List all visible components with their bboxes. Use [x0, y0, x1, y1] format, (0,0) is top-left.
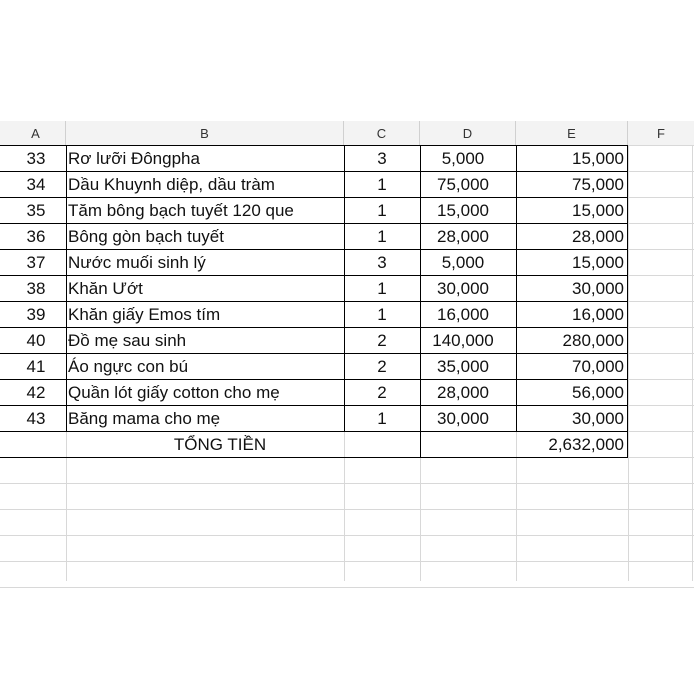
item-name-cell[interactable]: Khăn giấy Emos tím — [68, 305, 221, 324]
gridline-horizontal — [0, 535, 694, 536]
total-label-cell[interactable]: TỔNG TIỀN — [173, 435, 267, 454]
cell-border — [0, 353, 628, 354]
item-name-cell[interactable]: Băng mama cho mẹ — [68, 409, 221, 428]
row-number-cell[interactable]: 39 — [26, 305, 46, 324]
table-row — [0, 197, 694, 223]
amount-cell[interactable]: 30,000 — [572, 409, 624, 428]
row-number-cell[interactable]: 33 — [26, 149, 46, 168]
cell-border — [0, 249, 628, 250]
cell-border — [420, 145, 421, 431]
unit-price-cell[interactable]: 35,000 — [437, 357, 489, 376]
cell-border — [0, 405, 628, 406]
cell-border — [0, 145, 628, 146]
row-number-cell[interactable]: 38 — [26, 279, 46, 298]
cell-border — [0, 223, 628, 224]
total-value-cell[interactable]: 2,632,000 — [548, 435, 624, 454]
row-number-cell[interactable]: 34 — [26, 175, 46, 194]
column-header-d[interactable]: D — [420, 121, 516, 145]
item-name-cell[interactable]: Rơ lưỡi Đôngpha — [68, 149, 200, 168]
table-row — [0, 171, 694, 197]
amount-cell[interactable]: 15,000 — [572, 253, 624, 272]
quantity-cell[interactable]: 3 — [377, 253, 387, 272]
gridline-horizontal — [0, 587, 694, 588]
table-row — [0, 145, 694, 171]
quantity-cell[interactable]: 1 — [377, 409, 387, 428]
unit-price-cell[interactable]: 16,000 — [437, 305, 489, 324]
column-header-b[interactable]: B — [66, 121, 344, 145]
unit-price-cell[interactable]: 5,000 — [441, 253, 485, 272]
amount-cell[interactable]: 75,000 — [572, 175, 624, 194]
spreadsheet — [0, 121, 694, 581]
unit-price-cell[interactable]: 15,000 — [437, 201, 489, 220]
quantity-cell[interactable]: 3 — [377, 149, 387, 168]
row-number-cell[interactable]: 37 — [26, 253, 46, 272]
unit-price-cell[interactable]: 28,000 — [437, 383, 489, 402]
amount-cell[interactable]: 15,000 — [572, 201, 624, 220]
cell-border — [0, 275, 628, 276]
amount-cell[interactable]: 28,000 — [572, 227, 624, 246]
quantity-cell[interactable]: 2 — [377, 357, 387, 376]
cell-border — [0, 327, 628, 328]
item-name-cell[interactable]: Tăm bông bạch tuyết 120 que — [68, 201, 294, 220]
amount-cell[interactable]: 280,000 — [562, 331, 624, 350]
amount-cell[interactable]: 30,000 — [572, 279, 624, 298]
table-row — [0, 379, 694, 405]
quantity-cell[interactable]: 1 — [377, 305, 387, 324]
unit-price-cell[interactable]: 28,000 — [437, 227, 489, 246]
item-name-cell[interactable]: Nước muối sinh lý — [68, 253, 206, 272]
cell-border — [627, 145, 628, 458]
item-name-cell[interactable]: Dầu Khuynh diệp, dầu tràm — [68, 175, 275, 194]
amount-cell[interactable]: 70,000 — [572, 357, 624, 376]
quantity-cell[interactable]: 1 — [377, 279, 387, 298]
row-number-cell[interactable]: 43 — [26, 409, 46, 428]
quantity-cell[interactable]: 1 — [377, 175, 387, 194]
table-row — [0, 327, 694, 353]
table-row — [0, 353, 694, 379]
column-header-f[interactable]: F — [657, 126, 665, 141]
table-row — [0, 249, 694, 275]
unit-price-cell[interactable]: 30,000 — [437, 409, 489, 428]
quantity-cell[interactable]: 1 — [377, 227, 387, 246]
cell-border — [516, 145, 517, 431]
cell-border — [66, 145, 67, 431]
item-name-cell[interactable]: Đồ mẹ sau sinh — [68, 331, 187, 350]
amount-cell[interactable]: 15,000 — [572, 149, 624, 168]
row-number-cell[interactable]: 40 — [26, 331, 46, 350]
cell-border — [0, 431, 628, 432]
cell-border — [0, 171, 628, 172]
cell-border — [0, 379, 628, 380]
column-header-row — [0, 121, 694, 146]
column-header-a[interactable]: A — [0, 121, 66, 145]
amount-cell[interactable]: 16,000 — [572, 305, 624, 324]
item-name-cell[interactable]: Quần lót giấy cotton cho mẹ — [68, 383, 280, 402]
amount-cell[interactable]: 56,000 — [572, 383, 624, 402]
table-row — [0, 301, 694, 327]
table-row — [0, 405, 694, 431]
gridline-horizontal — [0, 483, 694, 484]
unit-price-cell[interactable]: 30,000 — [437, 279, 489, 298]
row-number-cell[interactable]: 35 — [26, 201, 46, 220]
item-name-cell[interactable]: Áo ngực con bú — [68, 357, 189, 376]
table-row — [0, 275, 694, 301]
column-header-e[interactable]: E — [516, 121, 628, 145]
cell-border — [0, 197, 628, 198]
quantity-cell[interactable]: 2 — [377, 331, 387, 350]
unit-price-cell[interactable]: 5,000 — [441, 149, 485, 168]
column-header-c[interactable]: C — [344, 121, 420, 145]
row-number-cell[interactable]: 36 — [26, 227, 46, 246]
cell-border — [344, 145, 345, 431]
row-number-cell[interactable]: 41 — [26, 357, 46, 376]
total-row — [0, 431, 694, 457]
unit-price-cell[interactable]: 140,000 — [432, 331, 494, 350]
quantity-cell[interactable]: 1 — [377, 201, 387, 220]
row-number-cell[interactable]: 42 — [26, 383, 46, 402]
item-name-cell[interactable]: Khăn Ướt — [68, 279, 143, 298]
gridline-horizontal — [0, 561, 694, 562]
item-name-cell[interactable]: Bông gòn bạch tuyết — [68, 227, 224, 246]
cell-border — [0, 301, 628, 302]
cell-border — [420, 431, 421, 457]
unit-price-cell[interactable]: 75,000 — [437, 175, 489, 194]
quantity-cell[interactable]: 2 — [377, 383, 387, 402]
gridline-horizontal — [0, 509, 694, 510]
cell-border — [0, 457, 628, 458]
table-row — [0, 223, 694, 249]
